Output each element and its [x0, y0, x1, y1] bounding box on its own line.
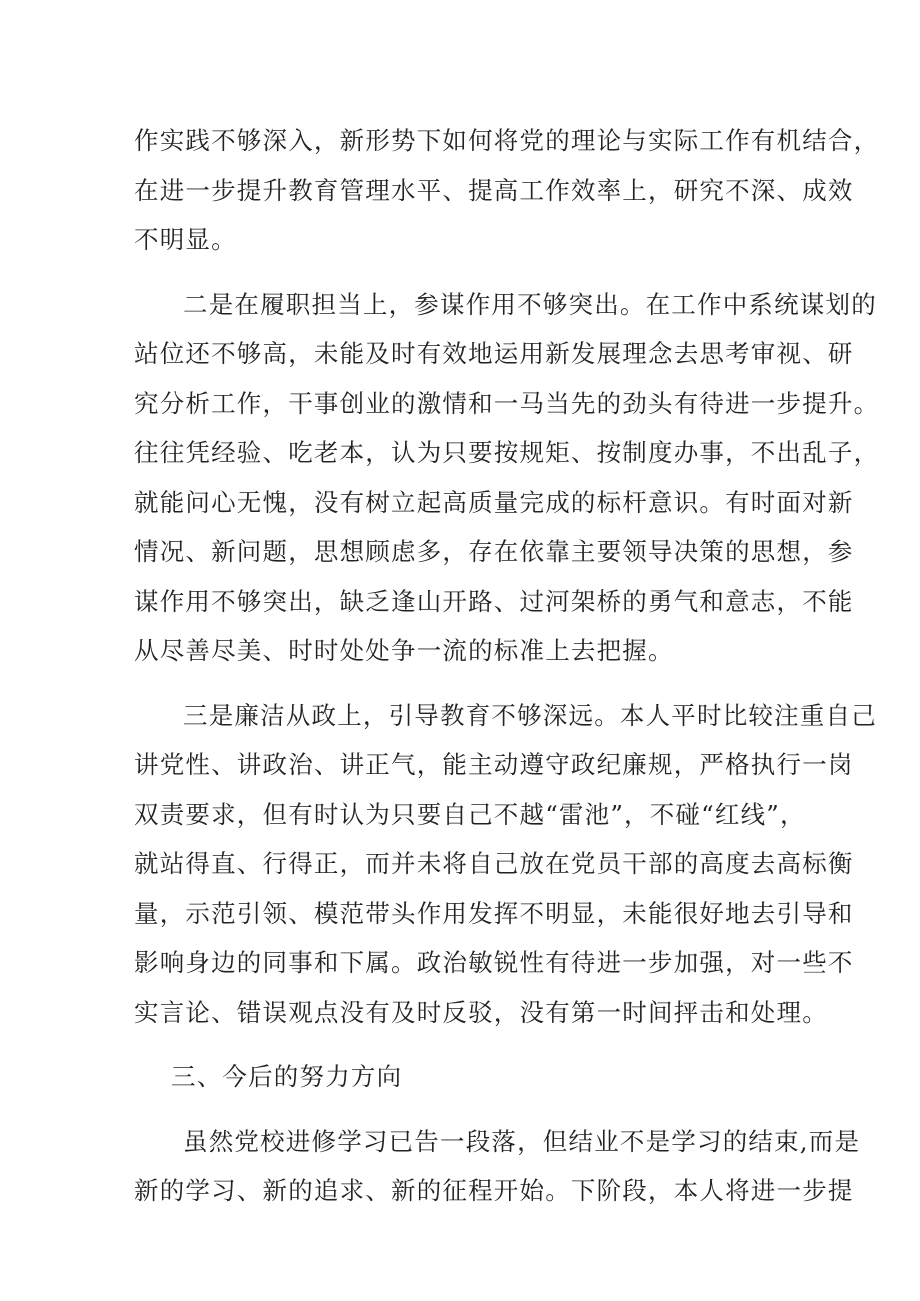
text-line: 从尽善尽美、时时处处争一流的标准上去把握。: [134, 636, 674, 665]
document-body: [134, 116, 880, 1231]
text-line: 影响身边的同事和下属。政治敏锐性有待进一步加强，对一些不: [134, 948, 854, 977]
text-line: 双责要求，但有时认为只要自己不越“雷池”，不碰“红线”，: [134, 799, 806, 829]
paragraph-duty-responsibility: [134, 280, 880, 676]
text-line: 在进一步提升教育管理水平、提高工作效率上，研究不深、成效: [134, 175, 854, 205]
paragraph-integrity: [134, 691, 877, 1038]
text-line: 谋作用不够突出，缺乏逢山开路、过河架桥的勇气和意志，不能: [134, 586, 854, 616]
text-line: 究分析工作，干事创业的激情和一马当先的劲头有待进一步提升。: [134, 388, 880, 418]
text-line: 作实践不够深入，新形势下如何将党的理论与实际工作有机结合，: [134, 126, 880, 155]
text-line: 量，示范引领、模范带头作用发挥不明显，未能很好地去引导和: [134, 898, 854, 928]
section-heading: [134, 1052, 794, 1102]
text-line: 站位还不够高，未能及时有效地运用新发展理念去思考审视、研: [134, 339, 854, 368]
text-line: 情况、新问题，思想顾虑多，存在依靠主要领导决策的思想，参: [134, 537, 854, 566]
text-line: 实言论、错误观点没有及时反驳，没有第一时间抨击和处理。: [134, 997, 828, 1027]
text-line: 二是在履职担当上，参谋作用不够突出。在工作中系统谋划的: [183, 289, 877, 319]
text-line: 讲党性、讲政治、讲正气，能主动遵守政纪廉规，严格执行一岗: [134, 750, 854, 779]
paragraph-continuation: [134, 116, 880, 265]
text-line: 就能问心无愧，没有树立起高质量完成的标杆意识。有时面对新: [134, 487, 854, 517]
text-line: 三是廉洁从政上，引导教育不够深远。本人平时比较注重自己: [183, 700, 877, 730]
heading-text: 三、今后的努力方向: [171, 1062, 403, 1091]
text-line: 不明显。: [134, 225, 237, 254]
text-line: 新的学习、新的追求、新的征程开始。下阶段，本人将进一步提: [134, 1176, 854, 1205]
text-line: 就站得直、行得正，而并未将自己放在党员干部的高度去高标衡: [134, 849, 854, 878]
text-line: 往往凭经验、吃老本，认为只要按规矩、按制度办事，不出乱子，: [134, 438, 880, 467]
paragraph-future-direction: [134, 1117, 861, 1216]
text-line: 虽然党校进修学习已告一段落，但结业不是学习的结束,而是: [183, 1126, 861, 1156]
